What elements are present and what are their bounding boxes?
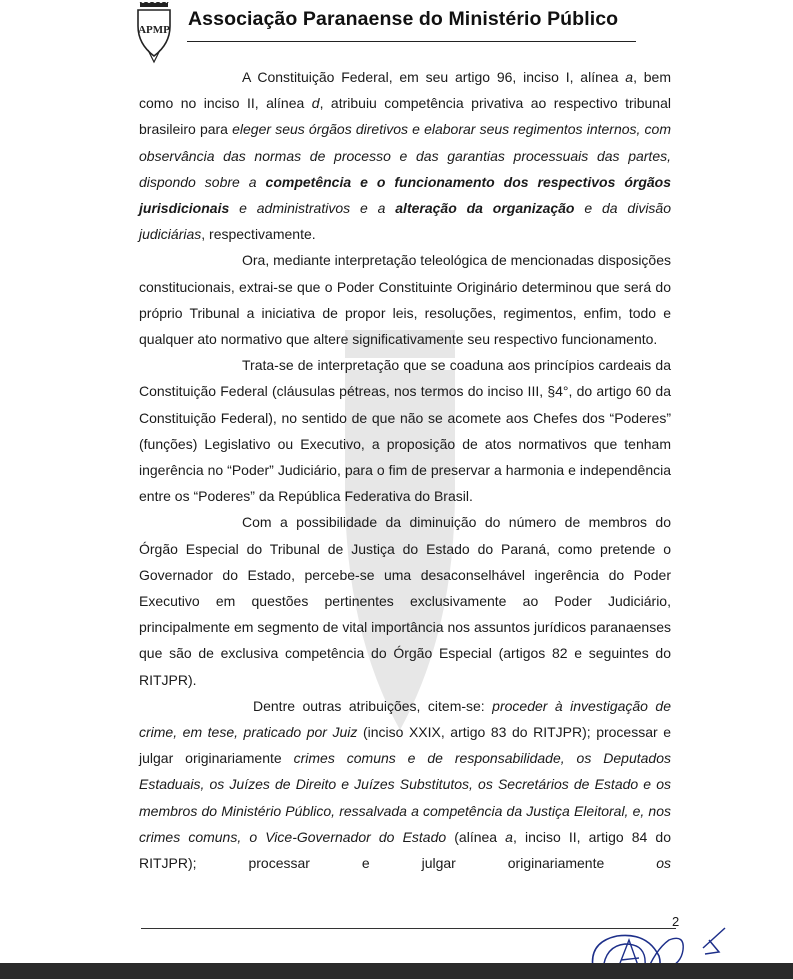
text-run: d <box>311 95 320 112</box>
text-run: Trata-se de interpretação que se coaduna aos princípios cardeais da Constituição Federal (cláusulas pétreas, nos termos do inciso III, §4°, do artigo 60 da Constituição Federal), no sentido de que não se acomete aos Chefes dos “Poderes” (funções) Legislativo ou Executivo, a proposição de atos normativos que tenham ingerência no “Poder” Judiciário, para o fim de preservar a harmonia e independência entre os “Poderes” da República Federativa do Brasil. <box>139 357 671 505</box>
svg-text:APMP: APMP <box>138 24 170 36</box>
text-run: (alínea <box>446 828 506 845</box>
text-run: e administrativos e a <box>229 200 396 217</box>
text-run: alteração da organização <box>395 200 575 217</box>
text-run: (inciso XXIX, artigo 83 do RITJPR); processar e julgar originariamente <box>139 724 671 767</box>
text-run: Dentre outras atribuições, citem-se: <box>253 697 493 714</box>
text-run: , respectivamente. <box>201 226 316 243</box>
text-run: crimes comuns e de responsabilidade, os Deputados Estaduais, os Juízes de Direito e Juízes Substitutos, os Secretários de Estado e os membros do Ministério Público, ressalvada a competência da Justiça Eleitoral, e, nos crimes comuns, o Vice-Governador do Estado <box>139 750 671 845</box>
scan-edge-bar <box>0 963 793 979</box>
text-run: Ora, mediante interpretação teleológica de mencionadas disposições constitucionais, extrai-se que o Poder Constituinte Originário determinou que será do próprio Tribunal a iniciativa de propor leis, resoluções, regimentos, enfim, todo e qualquer ato normativo que altere significativamente seu respectivo funcionamento. <box>139 252 671 348</box>
text-run: e da divisão judiciárias <box>139 200 672 243</box>
text-run: Com a possibilidade da diminuição do número de membros do Órgão Especial do Tribunal de Justiça do Estado do Paraná, como pretende o Governador do Estado, percebe-se uma desaconselhável ingerência do Poder Executivo em questões pertinentes exclusivamente ao Poder Judiciário, principalmente em segmento de vital importância nos assuntos jurídicos paranaenses que são de exclusiva competência do Órgão Especial (artigos 82 e seguintes do RITJPR). <box>139 514 671 688</box>
text-run: , atribuiu competência privativa ao respectivo tribunal brasileiro para <box>139 95 671 138</box>
text-run: , bem como no inciso II, alínea <box>139 69 671 112</box>
page-number: 2 <box>672 914 680 929</box>
text-run: eleger seus órgãos diretivos e elaborar seus regimentos internos, com observância das normas de processo e das garantias processuais das partes, dispondo sobre a <box>139 121 671 190</box>
text-run: a <box>505 828 513 845</box>
header-divider <box>187 41 636 42</box>
text-run: os <box>656 855 671 872</box>
page-header-title: Associação Paranaense do Ministério Público <box>188 8 619 30</box>
document-body <box>139 64 671 876</box>
text-run: a <box>625 69 634 85</box>
text-run: competência e o funcionamento dos respectivos órgãos jurisdicionais <box>139 173 671 217</box>
apmp-crest-icon <box>134 2 174 64</box>
paragraph-clausulas-petreas <box>139 352 671 509</box>
paragraph-interpretacao <box>139 247 671 352</box>
paragraph-atribuicoes <box>139 693 671 876</box>
paragraph-constituicao <box>139 64 671 247</box>
text-run: A Constituição Federal, em seu artigo 96, inciso I, alínea <box>242 69 626 85</box>
text-run: proceder à investigação de crime, em tese, praticado por Juiz <box>139 697 672 741</box>
paragraph-orgao-especial <box>139 509 671 692</box>
text-run: , inciso II, artigo 84 do RITJPR); processar e julgar originariamente <box>139 828 671 872</box>
